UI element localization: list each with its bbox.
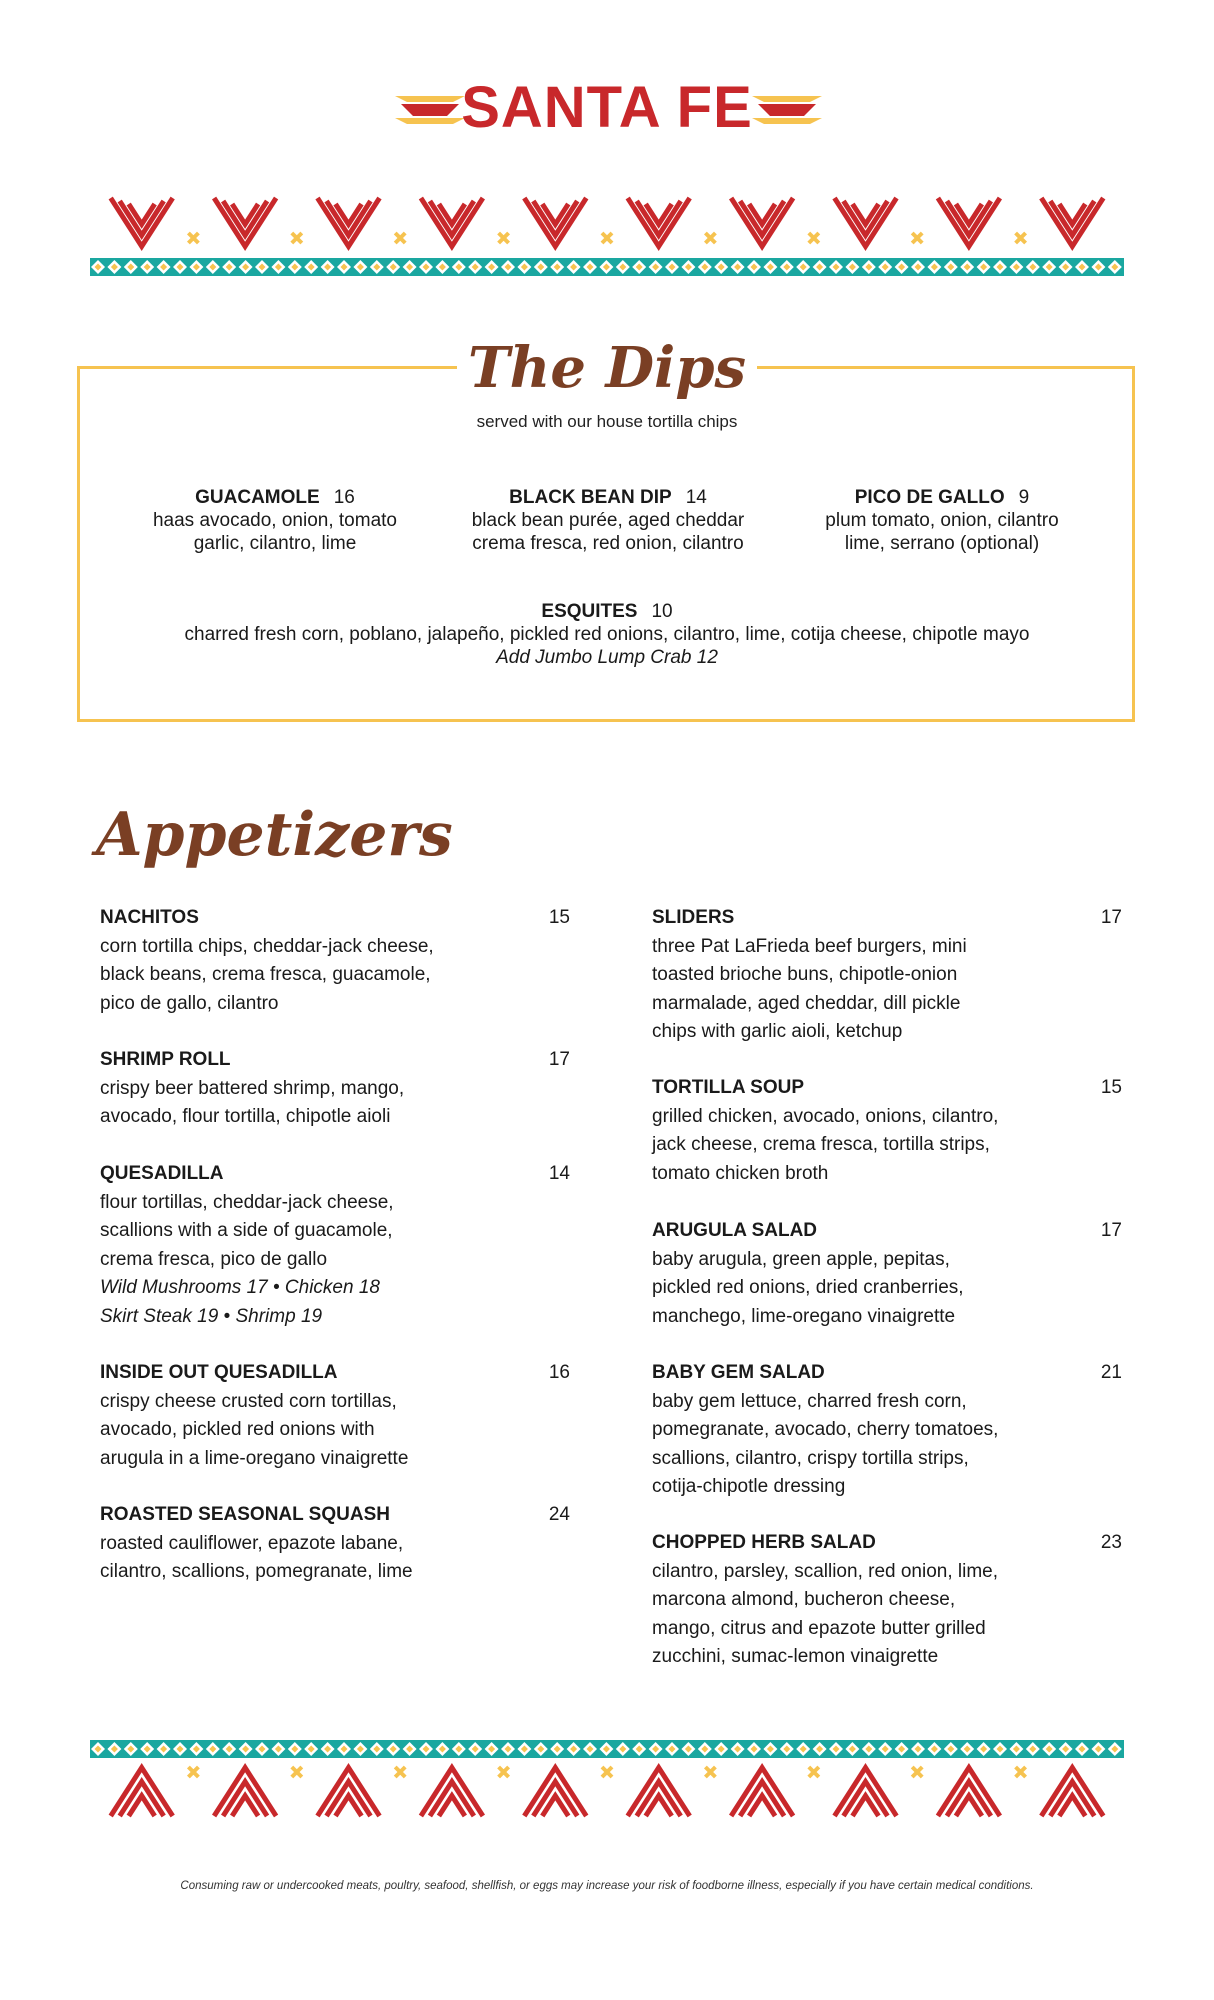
menu-item-shrimp-roll — [100, 1046, 570, 1132]
logo-right-ornament-icon — [752, 92, 822, 128]
item-desc: scallions, cilantro, crispy tortilla strips, — [652, 1447, 969, 1469]
item-price: 15 — [1100, 1077, 1122, 1098]
food-safety-disclaimer: Consuming raw or undercooked meats, poultry, seafood, shellfish, or eggs may increase your risk of foodborne illness, especially if you have certain medical conditions. — [180, 1880, 1034, 1892]
cross-mark — [1016, 233, 1026, 243]
dip-name: ESQUITES — [541, 601, 638, 622]
dip-name: PICO DE GALLO — [854, 487, 1005, 508]
appetizers-title: Appetizers — [96, 800, 453, 870]
bottom-pattern-border — [90, 1740, 1124, 1822]
item-desc: pickled red onions, dried cranberries, — [652, 1277, 964, 1298]
dip-item-guacamole — [110, 486, 440, 555]
dip-desc: crema fresca, red onion, cilantro — [472, 533, 744, 554]
item-desc: marmalade, aged cheddar, dill pickle — [652, 992, 961, 1014]
menu-item-quesadilla — [100, 1160, 570, 1331]
brand-logo — [0, 70, 1214, 150]
menu-item-baby-gem-salad — [652, 1359, 1122, 1502]
cross-mark — [705, 1767, 715, 1777]
top-pattern-border — [90, 196, 1124, 278]
item-desc: avocado, flour tortilla, chipotle aioli — [100, 1106, 391, 1127]
brand-name: SANTA FE — [461, 75, 753, 140]
menu-item-chopped-herb-salad — [652, 1529, 1122, 1672]
menu-item-sliders — [652, 904, 1122, 1047]
item-desc: corn tortilla chips, cheddar-jack cheese, — [100, 935, 434, 957]
item-price: 24 — [548, 1504, 570, 1525]
item-name: SHRIMP ROLL — [100, 1049, 231, 1070]
item-name: CHOPPED HERB SALAD — [652, 1532, 876, 1553]
item-desc: baby gem lettuce, charred fresh corn, — [652, 1390, 967, 1412]
item-desc: toasted brioche buns, chipotle-onion — [652, 964, 958, 985]
cross-mark — [395, 1767, 405, 1777]
item-name: QUESADILLA — [100, 1163, 224, 1184]
item-desc: pico de gallo, cilantro — [100, 992, 279, 1014]
menu-item-arugula-salad — [652, 1217, 1122, 1331]
cross-mark — [809, 1767, 819, 1777]
item-desc: chips with garlic aioli, ketchup — [652, 1021, 903, 1042]
item-name: BABY GEM SALAD — [652, 1362, 825, 1383]
item-desc: cilantro, parsley, scallion, red onion, lime, — [652, 1560, 999, 1582]
dip-item-black-bean — [443, 486, 773, 555]
dip-price: 14 — [685, 487, 707, 508]
item-desc: scallions with a side of guacamole, — [100, 1220, 393, 1241]
item-price: 17 — [1100, 1220, 1122, 1241]
item-price: 14 — [548, 1163, 570, 1184]
item-desc: pomegranate, avocado, cherry tomatoes, — [652, 1419, 999, 1440]
cross-mark — [292, 233, 302, 243]
cross-mark — [292, 1767, 302, 1777]
dip-name: GUACAMOLE — [195, 487, 320, 508]
item-desc: marcona almond, bucheron cheese, — [652, 1589, 956, 1610]
item-desc: arugula in a lime-oregano vinaigrette — [100, 1447, 409, 1469]
cross-mark — [602, 233, 612, 243]
item-desc: flour tortillas, cheddar-jack cheese, — [100, 1191, 394, 1213]
item-desc: avocado, pickled red onions with — [100, 1419, 375, 1440]
item-price: 23 — [1100, 1532, 1122, 1553]
dips-title-wrap — [457, 328, 757, 408]
cross-mark — [912, 1767, 922, 1777]
dip-price: 16 — [333, 487, 355, 508]
cross-mark — [705, 233, 715, 243]
item-desc: zucchini, sumac-lemon vinaigrette — [652, 1646, 939, 1667]
appetizers-title-wrap — [96, 790, 453, 880]
dip-price: 9 — [1018, 487, 1030, 508]
dip-desc: haas avocado, onion, tomato — [152, 510, 397, 531]
cross-mark — [395, 233, 405, 243]
menu-item-tortilla-soup — [652, 1074, 1122, 1188]
item-price: 16 — [548, 1362, 570, 1383]
item-desc: grilled chicken, avocado, onions, cilantro, — [652, 1105, 999, 1127]
item-extras: Skirt Steak 19 • Shrimp 19 — [100, 1305, 323, 1327]
item-price: 17 — [548, 1049, 570, 1070]
cross-mark — [1016, 1767, 1026, 1777]
item-desc: baby arugula, green apple, pepitas, — [652, 1248, 950, 1270]
dip-desc: black bean purée, aged cheddar — [471, 510, 745, 531]
dip-addon: Add Jumbo Lump Crab 12 — [496, 647, 718, 668]
dip-item-pico-de-gallo — [777, 486, 1107, 555]
cross-mark — [809, 233, 819, 243]
dip-price: 10 — [651, 601, 673, 622]
item-desc: three Pat LaFrieda beef burgers, mini — [652, 935, 967, 957]
item-price: 15 — [548, 907, 570, 928]
dip-desc: plum tomato, onion, cilantro — [825, 510, 1059, 531]
item-desc: crispy beer battered shrimp, mango, — [100, 1077, 405, 1099]
item-price: 21 — [1100, 1362, 1122, 1383]
item-desc: crema fresca, pico de gallo — [100, 1248, 328, 1270]
cross-mark — [499, 1767, 509, 1777]
item-name: ARUGULA SALAD — [652, 1220, 818, 1241]
item-desc: black beans, crema fresca, guacamole, — [100, 964, 431, 985]
item-desc: jack cheese, crema fresca, tortilla strips, — [652, 1134, 990, 1155]
item-desc: cilantro, scallions, pomegranate, lime — [100, 1561, 413, 1582]
dip-desc: garlic, cilantro, lime — [193, 533, 357, 554]
cross-mark — [188, 233, 198, 243]
cross-mark — [602, 1767, 612, 1777]
item-desc: mango, citrus and epazote butter grilled — [652, 1617, 986, 1639]
item-name: ROASTED SEASONAL SQUASH — [100, 1504, 390, 1525]
item-desc: roasted cauliflower, epazote labane, — [100, 1532, 404, 1554]
item-desc: crispy cheese crusted corn tortillas, — [100, 1390, 397, 1412]
dip-desc: charred fresh corn, poblano, jalapeño, pickled red onions, cilantro, lime, cotija cheese, chipotle mayo — [184, 624, 1030, 645]
dips-title: The Dips — [467, 335, 747, 401]
item-name: SLIDERS — [652, 907, 735, 928]
item-name: INSIDE OUT QUESADILLA — [100, 1362, 338, 1383]
dip-name: BLACK BEAN DIP — [509, 487, 672, 508]
item-price: 17 — [1100, 907, 1122, 928]
item-name: TORTILLA SOUP — [652, 1077, 804, 1098]
dip-item-esquites — [100, 600, 1114, 669]
menu-item-nachitos — [100, 904, 570, 1018]
cross-mark — [499, 233, 509, 243]
item-desc: tomato chicken broth — [652, 1162, 829, 1184]
item-name: NACHITOS — [100, 907, 199, 928]
cross-mark — [188, 1767, 198, 1777]
dip-desc: lime, serrano (optional) — [844, 533, 1040, 554]
menu-item-roasted-seasonal-squash — [100, 1501, 570, 1587]
item-extras: Wild Mushrooms 17 • Chicken 18 — [100, 1277, 380, 1298]
item-desc: manchego, lime-oregano vinaigrette — [652, 1305, 956, 1327]
menu-item-inside-out-quesadilla — [100, 1359, 570, 1473]
cross-mark — [912, 233, 922, 243]
dips-subtitle: served with our house tortilla chips — [476, 412, 738, 431]
item-desc: cotija-chipotle dressing — [652, 1476, 846, 1497]
